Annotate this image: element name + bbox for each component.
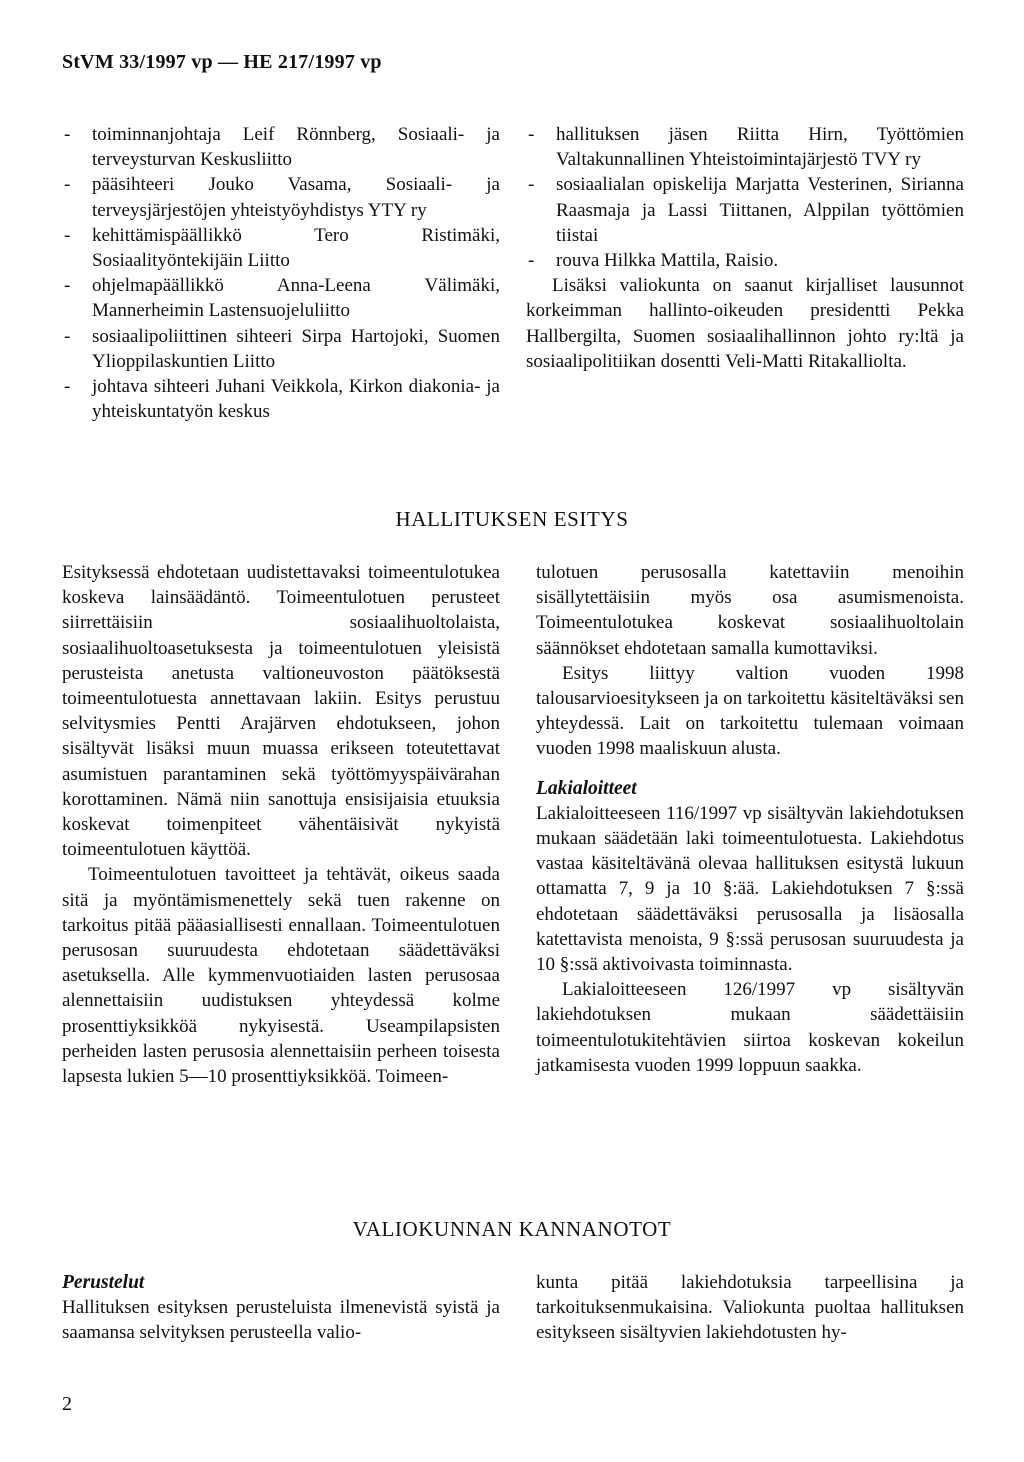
experts-right-column	[526, 122, 964, 374]
section-heading-proposal: HALLITUKSEN ESITYS	[395, 507, 629, 531]
written-statements-paragraph: Lisäksi valiokunta on saanut kirjalliset lausunnot korkeimman hallinto-oikeuden presidentti Pekka Hallbergilta, Suomen sosiaalihallinnon johto ry:ltä ja sosiaalipolitiikan dosentti Veli-Matti Ritakalliolta.	[526, 275, 964, 372]
list-item: - sosiaalipoliittinen sihteeri Sirpa Hartojoki, Suomen Ylioppilaskuntien Liitto	[62, 324, 500, 374]
list-item: - pääsihteeri Jouko Vasama, Sosiaali- ja terveysjärjestöjen yhteistyöyhdistys YTY ry	[62, 172, 500, 222]
paragraph: Esityksessä ehdotetaan uudistettavaksi toimeentulotukea koskeva lainsäädäntö. Toimeentulotuen perusteet siirrettäisiin sosiaalihuoltolaista, sosiaalihuoltoasetuksesta ja toimeentulotuen yleisistä perusteista anetusta valtioneuvoston päätöksestä toimeentulotuesta annettavaan lakiin. Esitys perustuu selvitysmies Pentti Arajärven ehdotukseen, johon sisältyvät lisäksi muun muassa erikseen toteutettavat asumistuen parantaminen sekä työttömyyspäivärahan korottaminen. Nämä niin sanottuja ensisijaisia etuuksia koskevat toimenpiteet vähentäisivät nykyistä toimeentulotuen käyttöä.	[62, 562, 500, 861]
list-item: - johtava sihteeri Juhani Veikkola, Kirkon diakonia- ja yhteiskuntatyön keskus	[62, 374, 500, 424]
subheading-rationale: Perustelut	[62, 1272, 145, 1293]
page-number: 2	[62, 1393, 72, 1415]
section-heading-committee: VALIOKUNNAN KANNANOTOT	[352, 1217, 672, 1241]
expert-list-right	[526, 122, 964, 273]
committee-left-column	[62, 1270, 500, 1346]
list-item: - toiminnanjohtaja Leif Rönnberg, Sosiaali- ja terveysturvan Keskusliitto	[62, 122, 500, 172]
expert-list-left	[62, 122, 500, 424]
list-item: - rouva Hilkka Mattila, Raisio.	[526, 248, 964, 273]
subheading-initiatives: Lakialoitteet	[536, 777, 637, 799]
paragraph: Hallituksen esityksen perusteluista ilmenevistä syistä ja saamansa selvityksen perusteella valio-	[62, 1297, 500, 1344]
proposal-right-column	[536, 560, 964, 1078]
proposal-left-column	[62, 560, 500, 1089]
list-item: - hallituksen jäsen Riitta Hirn, Työttömien Valtakunnallinen Yhteistoimintajärjestö TVY ry	[526, 122, 964, 172]
paragraph: Lakialoitteeseen 116/1997 vp sisältyvän lakiehdotuksen mukaan säädetään laki toimeentulotuesta. Lakiehdotus vastaa käsiteltävänä olevaa hallituksen esitystä lukuun ottamatta 7, 9 ja 10 §:ää. Lakiehdotuksen 7 §:ssä ehdotetaan säädettäväksi perusosalla ja lisäosalla katettavista menoista, 9 §:ssä perusosan suuruudesta ja 10 §:ssä aktivoivasta toiminnasta.	[536, 802, 964, 976]
paragraph: tulotuen perusosalla katettaviin menoihin sisällytettäisiin myös osa asumismenoista. Toimeentulotukea koskevat sosiaalihuoltolain säännökset ehdotetaan samalla kumottaviksi.	[536, 562, 964, 659]
paragraph: Toimeentulotuen tavoitteet ja tehtävät, oikeus saada sitä ja myöntämismenettely sekä tuen rakenne on tarkoitus pitää pääasiallisesti ennallaan. Toimeentulotuen perusosan suuruudesta ehdotetaan säädettäväksi asetuksella. Alle kymmenvuotiaiden lasten perusosaa alennettaisiin uudistuksen yhteydessä kolme prosenttiyksikköä nykyisestä. Useampilapsisten perheiden lasten perusosia alennettaisiin perheen toisesta lapsesta lukien 5—10 prosenttiyksikköä. Toimeen-	[62, 864, 500, 1088]
list-item: - sosiaalialan opiskelija Marjatta Vesterinen, Sirianna Raasmaja ja Lassi Tiittanen, Alppilan työttömien tiistai	[526, 172, 964, 248]
list-item: - ohjelmapäällikkö Anna-Leena Välimäki, Mannerheimin Lastensuojeluliitto	[62, 273, 500, 323]
list-item: - kehittämispäällikkö Tero Ristimäki, Sosiaalityöntekijäin Liitto	[62, 223, 500, 273]
paragraph: Esitys liittyy valtion vuoden 1998 talousarvioesitykseen ja on tarkoitettu käsiteltäväksi sen yhteydessä. Lait on tarkoitettu tulemaan voimaan vuoden 1998 maaliskuun alusta.	[536, 662, 964, 760]
running-head: StVM 33/1997 vp — HE 217/1997 vp	[62, 51, 382, 73]
paragraph: kunta pitää lakiehdotuksia tarpeellisina ja tarkoituksenmukaisina. Valiokunta puoltaa hallituksen esitykseen sisältyvien lakiehdotusten hy-	[536, 1272, 964, 1344]
experts-left-column	[62, 122, 500, 424]
paragraph: Lakialoitteeseen 126/1997 vp sisältyvän lakiehdotuksen mukaan säädettäisiin toimeentulotukitehtävien siirtoa koskevan kokeilun jatkamisesta vuoden 1999 loppuun saakka.	[536, 979, 964, 1076]
committee-right-column	[536, 1270, 964, 1346]
